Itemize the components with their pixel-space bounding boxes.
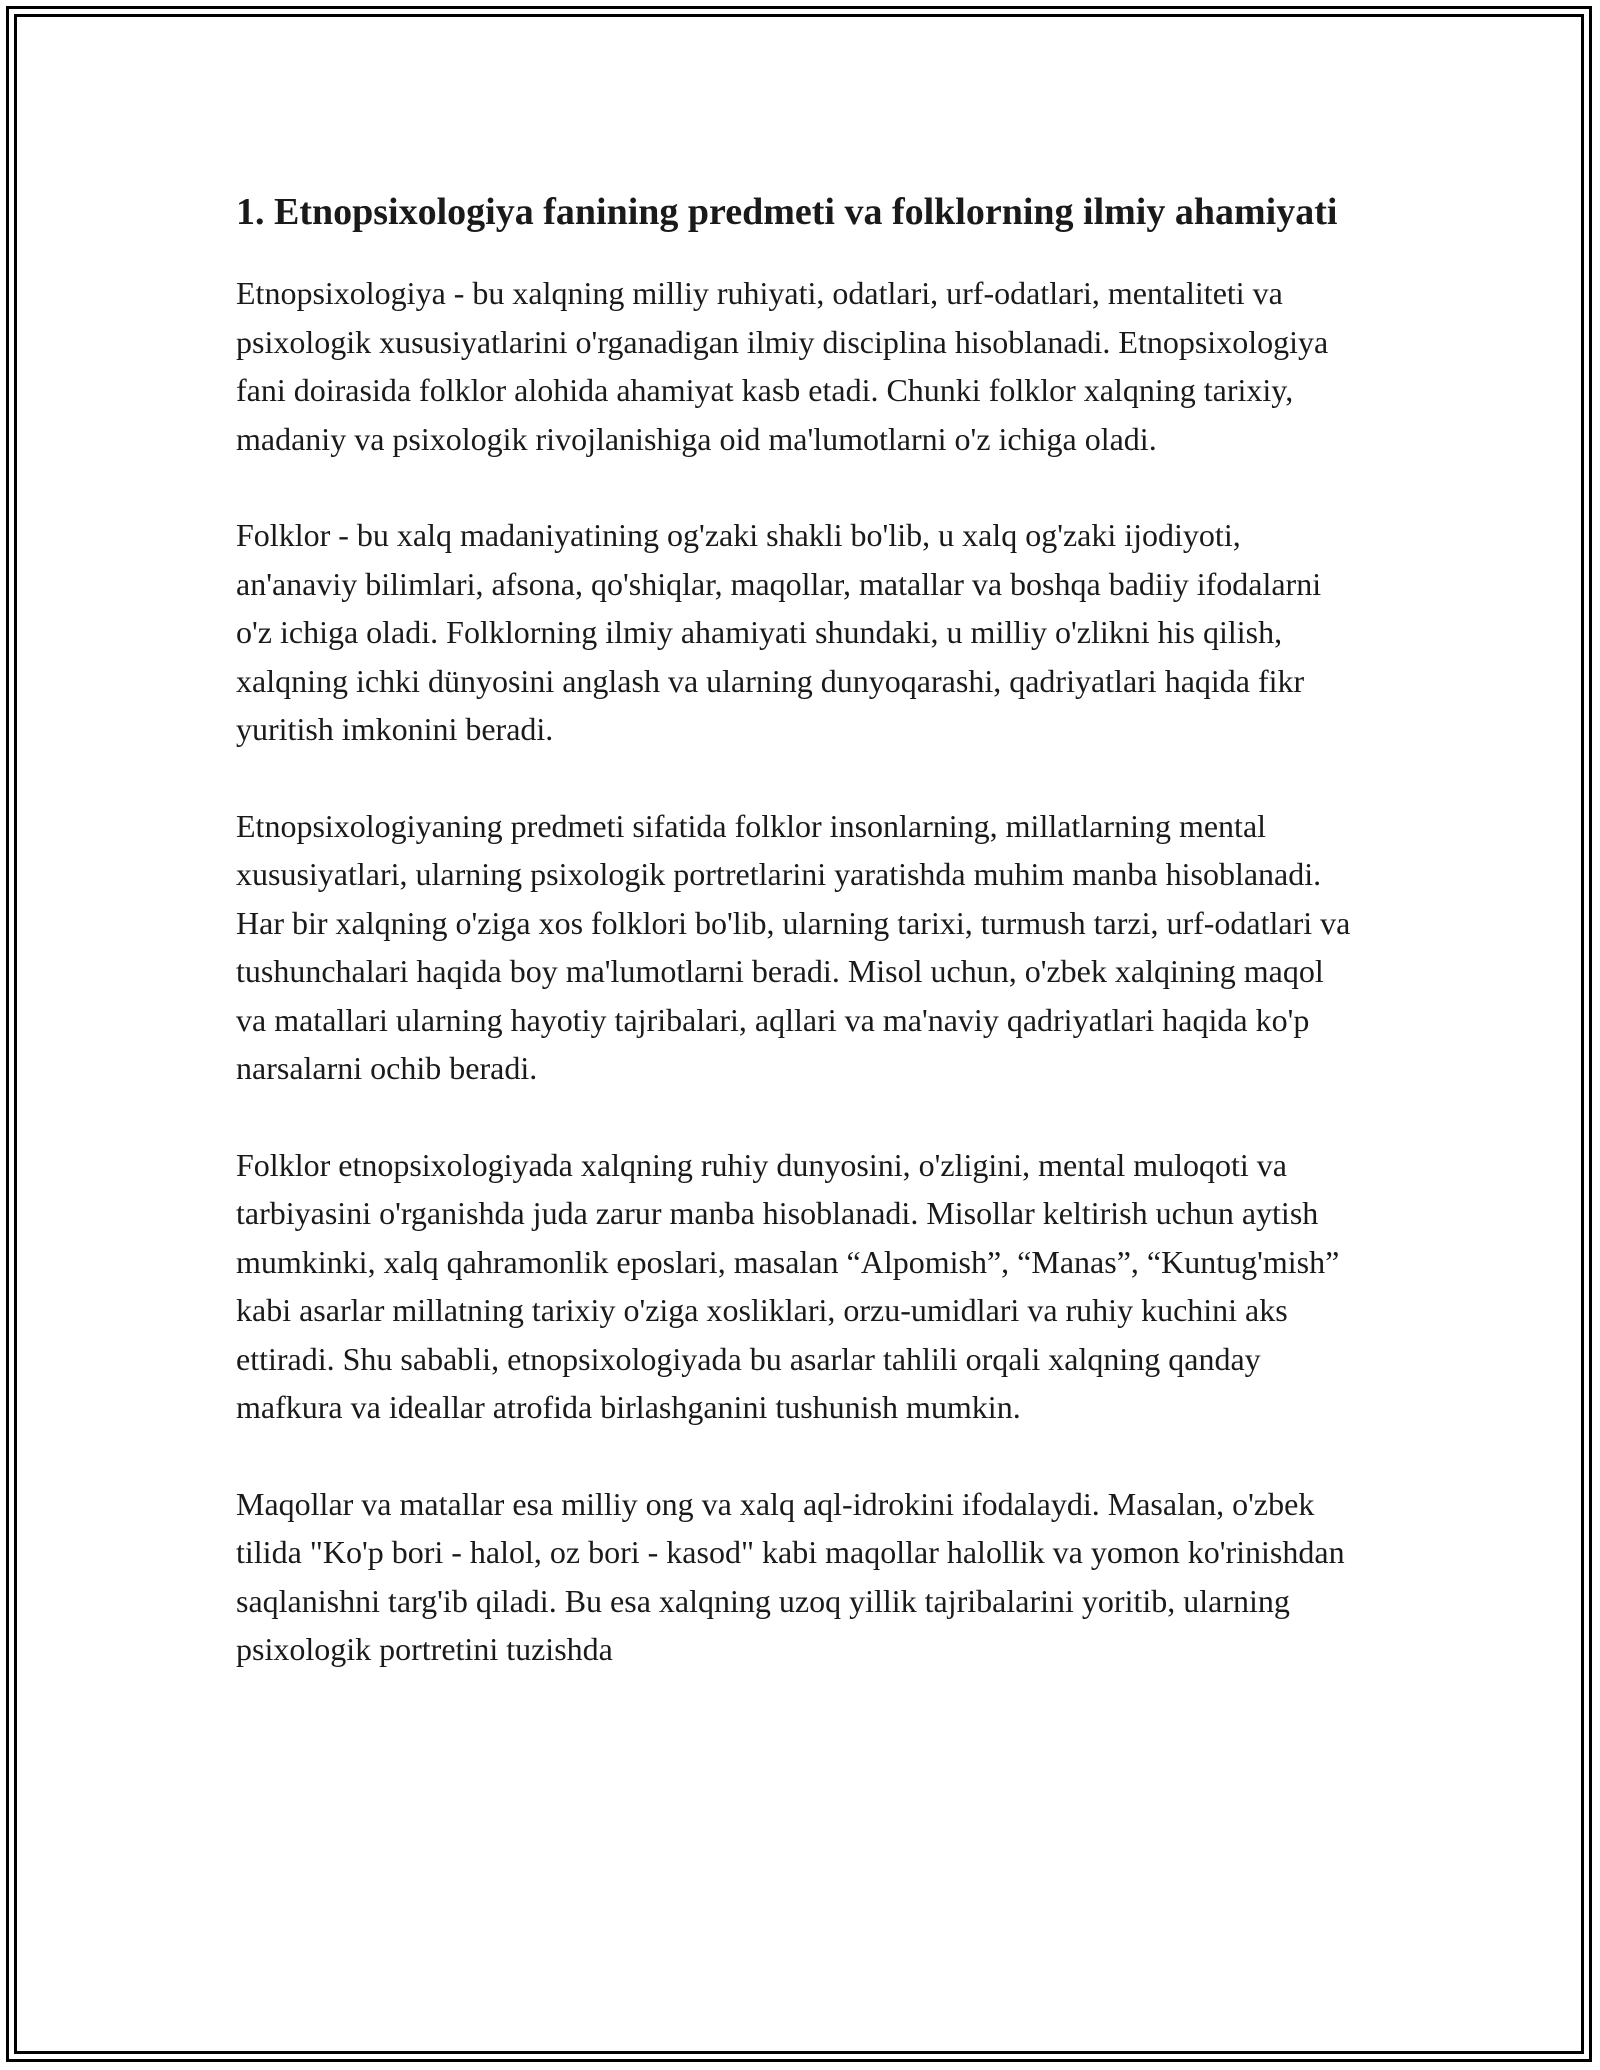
paragraph-4: Folklor etnopsixologiyada xalqning ruhiy dunyosini, o'zligini, mental muloqoti va tarbiyasini o'rganishda juda zarur manba hisoblanadi. Misollar keltirish uchun aytish mumkinki, xalq qahramonlik eposlari, masalan “Alpomish”, “Manas”, “Kuntug'mish” kabi asarlar millatning tarixiy o'ziga xosliklari, orzu-umidlari va ruhiy kuchini aks ettiradi. Shu sababli, etnopsixologiyada bu asarlar tahlili orqali xalqning qanday mafkura va ideallar atrofida birlashganini tushunish mumkin. <box>236 1146 1340 1425</box>
paragraph-2: Folklor - bu xalq madaniyatining og'zaki shakli bo'lib, u xalq og'zaki ijodiyoti, an'anaviy bilimlari, afsona, qo'shiqlar, maqollar, matallar va boshqa badiiy ifodalarni o'z ichiga oladi. Folklorning ilmiy ahamiyati shundaki, u milliy o'zlikni his qilish, xalqning ichki dünyosini anglash va ularning dunyoqarashi, qadriyatlari haqida fikr yuritish imkonini beradi. <box>236 517 1322 747</box>
document-body <box>236 185 1356 1722</box>
paragraph-1: Etnopsixologiya - bu xalqning milliy ruhiyati, odatlari, urf-odatlari, mentaliteti va psixologik xususiyatlarini o'rganadigan ilmiy disciplina hisoblanadi. Etnopsixologiya fani doirasida folklor alohida ahamiyat kasb etadi. Chunki folklor xalqning tarixiy, madaniy va psixologik rivojlanishiga oid ma'lumotlarni o'z ichiga oladi. <box>236 275 1329 457</box>
section-heading: 1. Etnopsixologiya fanining predmeti va folklorning ilmiy ahamiyati <box>236 191 1338 233</box>
paragraph-3: Etnopsixologiyaning predmeti sifatida folklor insonlarning, millatlarning mental xususiyatlari, ularning psixologik portretlarini yaratishda muhim manba hisoblanadi. Har bir xalqning o'ziga xos folklori bo'lib, ularning tarixi, turmush tarzi, urf-odatlari va tushunchalari haqida boy ma'lumotlarni beradi. Misol uchun, o'zbek xalqining maqol va matallari ularning hayotiy tajribalari, aqllari va ma'naviy qadriyatlari haqida ko'p narsalarni ochib beradi. <box>236 807 1351 1086</box>
paragraph-5: Maqollar va matallar esa milliy ong va xalq aql-idrokini ifodalaydi. Masalan, o'zbek tilida "Ko'p bori - halol, oz bori - kasod" kabi maqollar halollik va yomon ko'rinishdan saqlanishni targ'ib qiladi. Bu esa xalqning uzoq yillik tajribalarini yoritib, ularning psixologik portretini tuzishda <box>236 1485 1345 1667</box>
